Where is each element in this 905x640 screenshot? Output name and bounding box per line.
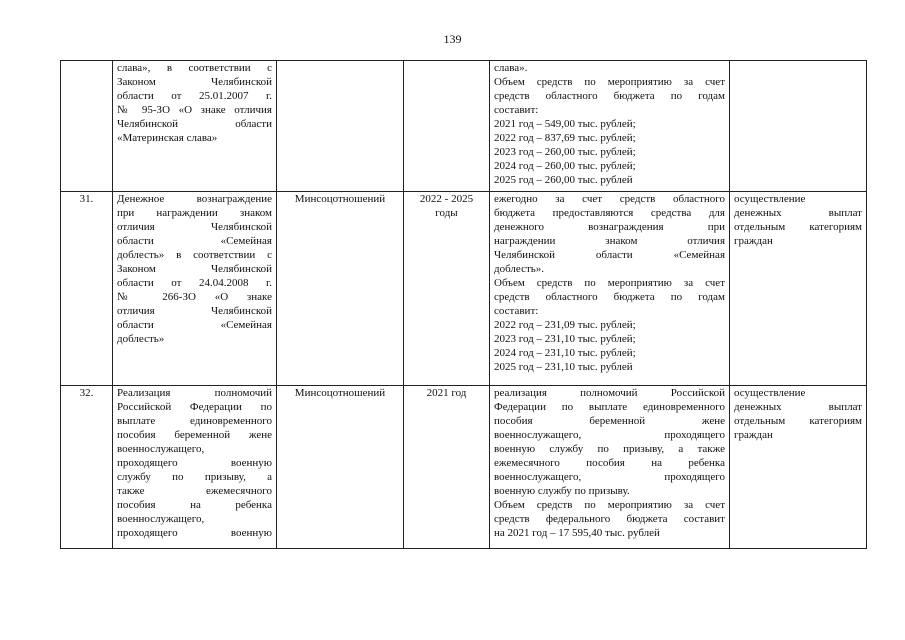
text-line: бюджета предоставляются средства для <box>494 207 725 219</box>
row-number-cell: 31. <box>61 192 113 386</box>
text-line: пособия на ребенка <box>117 499 272 511</box>
text-line: 2022 год – 837,69 тыс. рублей; <box>494 132 636 144</box>
text-line: пособия беременной жене <box>117 429 272 441</box>
text-line: реализация полномочий Российской <box>494 387 725 399</box>
description-cell <box>490 61 730 192</box>
text-line: Челябинской области «Семейная <box>494 249 725 261</box>
text-line: доблесть» <box>117 333 165 345</box>
text-line: военнослужащего, <box>117 513 205 525</box>
text-line: Денежное вознаграждение <box>117 193 272 205</box>
text-line: 2024 год – 260,00 тыс. рублей; <box>494 160 636 172</box>
description-cell <box>490 192 730 386</box>
period-cell: 2021 год <box>404 386 490 549</box>
text-line: Объем средств по мероприятию за счет <box>494 277 725 289</box>
text-line: 2021 год – 549,00 тыс. рублей; <box>494 118 636 130</box>
text-line: ежемесячного пособия на ребенка <box>494 457 725 469</box>
text-line: военную службу по призыву, а также <box>494 443 725 455</box>
text-line: денежных выплат <box>734 207 862 219</box>
text-line: проходящего военную <box>117 457 272 469</box>
page-number: 139 <box>443 32 462 46</box>
description-cell <box>490 386 730 549</box>
row-number-cell <box>61 61 113 192</box>
text-line: осуществление <box>734 387 806 399</box>
period-cell <box>404 61 490 192</box>
result-cell <box>730 192 867 386</box>
text-line: составит: <box>494 305 539 317</box>
row-number-cell: 32. <box>61 386 113 549</box>
text-line: 2025 год – 260,00 тыс. рублей <box>494 174 633 186</box>
text-line: составит: <box>494 104 539 116</box>
text-line: также ежемесячного <box>117 485 272 497</box>
text-line: слава», в соответствии с <box>117 62 272 74</box>
text-line: военнослужащего, проходящего <box>494 429 725 441</box>
text-line: 2023 год – 231,10 тыс. рублей; <box>494 333 636 345</box>
text-line: доблесть» в соответствии с <box>117 249 272 261</box>
text-line: награждении знаком отличия <box>494 235 725 247</box>
text-line: области от 25.01.2007 г. <box>117 90 272 102</box>
text-line: отличия Челябинской <box>117 305 272 317</box>
text-line: денежного вознаграждения при <box>494 221 725 233</box>
text-line: денежных выплат <box>734 401 862 413</box>
text-line: выплате единовременного <box>117 415 272 427</box>
text-line: проходящего военную <box>117 527 272 539</box>
text-line: отличия Челябинской <box>117 221 272 233</box>
text-line: средств областного бюджета по годам <box>494 90 725 102</box>
text-line: Объем средств по мероприятию за счет <box>494 76 725 88</box>
text-line: пособия беременной жене <box>494 415 725 427</box>
text-line: граждан <box>734 235 773 247</box>
period-cell: 2022 - 2025 годы <box>404 192 490 386</box>
text-line: Законом Челябинской <box>117 76 272 88</box>
executor-cell <box>277 61 404 192</box>
text-line: службу по призыву, а <box>117 471 272 483</box>
text-line: области «Семейная <box>117 319 272 331</box>
text-line: № 95-ЗО «О знаке отличия <box>117 104 272 116</box>
text-line: отдельным категориям <box>734 415 862 427</box>
text-line: «Материнская слава» <box>117 132 218 144</box>
text-line: 2024 год – 231,10 тыс. рублей; <box>494 347 636 359</box>
measure-name-cell <box>113 386 277 549</box>
text-line: военнослужащего, <box>117 443 205 455</box>
text-line: Челябинской области <box>117 118 272 130</box>
text-line: ежегодно за счет средств областного <box>494 193 725 205</box>
executor-cell: Минсоцотношений <box>277 386 404 549</box>
table-row <box>61 386 867 549</box>
executor-cell: Минсоцотношений <box>277 192 404 386</box>
result-cell <box>730 386 867 549</box>
text-line: граждан <box>734 429 773 441</box>
text-line: на 2021 год – 17 595,40 тыс. рублей <box>494 527 660 539</box>
text-line: № 266-ЗО «О знаке <box>117 291 272 303</box>
text-line: области «Семейная <box>117 235 272 247</box>
text-line: при награждении знаком <box>117 207 272 219</box>
result-cell <box>730 61 867 192</box>
text-line: средств областного бюджета по годам <box>494 291 725 303</box>
text-line: Объем средств по мероприятию за счет <box>494 499 725 511</box>
text-line: 2023 год – 260,00 тыс. рублей; <box>494 146 636 158</box>
text-line: отдельным категориям <box>734 221 862 233</box>
text-line: военнослужащего, проходящего <box>494 471 725 483</box>
measure-name-cell <box>113 192 277 386</box>
text-line: осуществление <box>734 193 806 205</box>
text-line: 2022 год – 231,09 тыс. рублей; <box>494 319 636 331</box>
measure-name-cell <box>113 61 277 192</box>
text-line: доблесть». <box>494 263 545 275</box>
table-row <box>61 192 867 386</box>
text-line: области от 24.04.2008 г. <box>117 277 272 289</box>
measures-table <box>60 60 867 549</box>
text-line: Реализация полномочий <box>117 387 272 399</box>
text-line: военную службу по призыву. <box>494 485 630 497</box>
text-line: Российской Федерации по <box>117 401 272 413</box>
text-line: средств федерального бюджета составит <box>494 513 725 525</box>
text-line: слава». <box>494 62 528 74</box>
text-line: Законом Челябинской <box>117 263 272 275</box>
table-row <box>61 61 867 192</box>
text-line: Федерации по выплате единовременного <box>494 401 725 413</box>
text-line: 2025 год – 231,10 тыс. рублей <box>494 361 633 373</box>
